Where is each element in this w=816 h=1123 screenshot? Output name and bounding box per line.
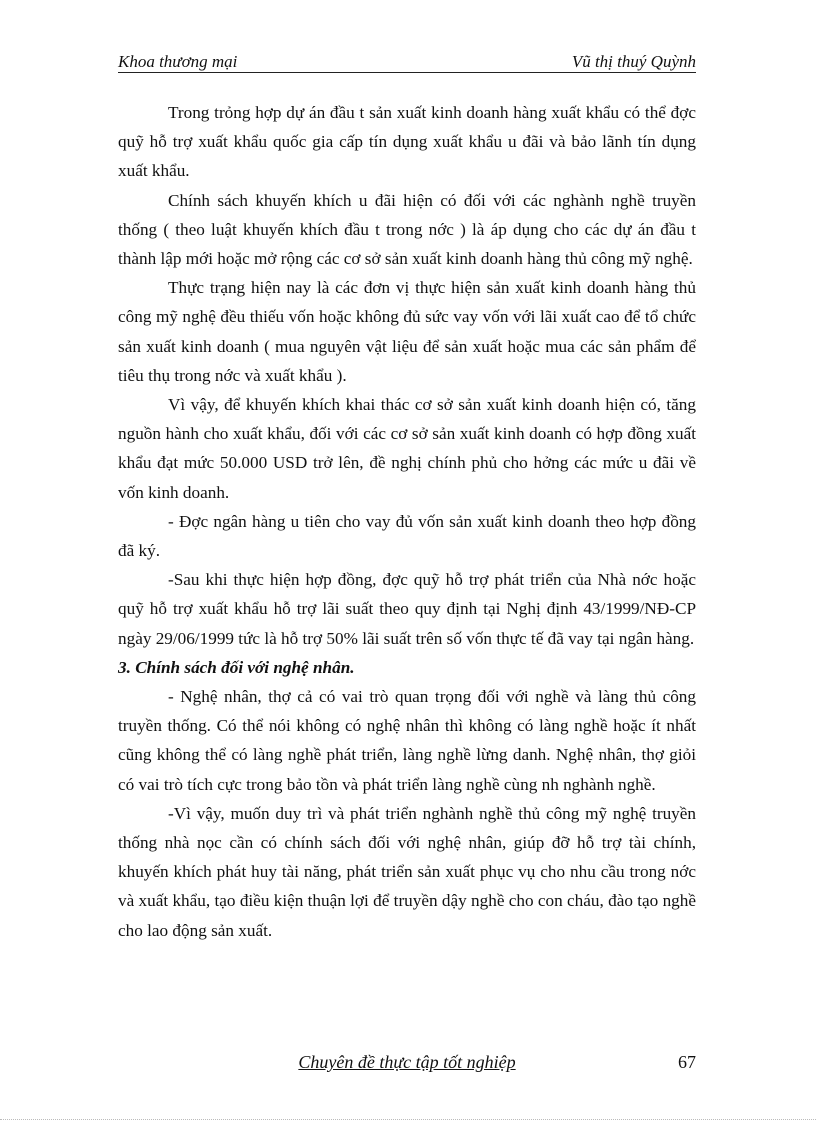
- paragraph: - Nghệ nhân, thợ cả có vai trò quan trọng đối với nghề và làng thủ công truyền thống. Có thể nói không có nghệ nhân thì không có làng nghề hoặc ít nhất cũng không thể có làng nghề phát triển, làng nghề lừng danh. Nghệ nhân, thợ giỏi có vai trò tích cực trong bảo tồn và phát triển làng nghề cùng nh nghành nghề.: [118, 687, 696, 794]
- paragraph: Thực trạng hiện nay là các đơn vị thực hiện sản xuất kinh doanh hàng thủ công mỹ nghệ đều thiếu vốn hoặc không đủ sức vay vốn với lãi xuất cao để tổ chức sản xuất kinh doanh ( mua nguyên vật liệu để sản xuất hoặc mua các sản phẩm để tiêu thụ trong nớc và xuất khẩu ).: [118, 278, 696, 385]
- document-body: [118, 98, 696, 945]
- page-footer: [118, 1052, 696, 1078]
- header-department: Khoa thương mại: [118, 52, 238, 71]
- footer-title-wrap: [118, 1052, 696, 1073]
- header-author: Vũ thị thuý Quỳnh: [571, 52, 696, 71]
- paragraph: Chính sách khuyến khích u đãi hiện có đối với các nghành nghề truyền thống ( theo luật khuyến khích đầu t trong nớc ) là áp dụng cho các dự án đầu t thành lập mới hoặc mở rộng các cơ sở sản xuất kinh doanh hàng thủ công mỹ nghệ.: [118, 190, 696, 269]
- footer-title: Chuyên đề thực tập tốt nghiệp: [298, 1052, 516, 1072]
- page-bottom-divider: [0, 1119, 816, 1120]
- paragraph: -Sau khi thực hiện hợp đồng, đợc quỹ hỗ trợ phát triển của Nhà nớc hoặc quỹ hỗ trợ xuất khẩu hỗ trợ lãi suất theo quy định tại Nghị định 43/1999/NĐ-CP ngày 29/06/1999 tức là hỗ trợ 50% lãi suất trên số vốn thực tế đã vay tại ngân hàng.: [118, 570, 696, 648]
- section-heading: 3. Chính sách đối với nghệ nhân.: [118, 657, 355, 677]
- paragraph: -Vì vậy, muốn duy trì và phát triển nghành nghề thủ công mỹ nghệ truyền thống nhà nọc cần có chính sách đối với nghệ nhân, giúp đỡ hỗ trợ tài chính, khuyến khích phát huy tài năng, phát triển sản xuất phục vụ cho nhu cầu trong nớc và xuất khẩu, tạo điều kiện thuận lợi để truyền dậy nghề cho con cháu, đào tạo nghề cho lao động sản xuất.: [118, 803, 696, 940]
- paragraph: Trong trỏng hợp dự án đầu t sản xuất kinh doanh hàng xuất khẩu có thể đợc quỹ hỗ trợ xuất khẩu quốc gia cấp tín dụng xuất khẩu u đãi và bảo lãnh tín dụng xuất khẩu.: [118, 103, 696, 181]
- paragraph: - Đợc ngân hàng u tiên cho vay đủ vốn sản xuất kinh doanh theo hợp đồng đã ký.: [118, 511, 696, 561]
- page-number: 67: [678, 1052, 696, 1072]
- page-header: [118, 50, 696, 73]
- paragraph: Vì vậy, để khuyến khích khai thác cơ sở sản xuất kinh doanh hiện có, tăng nguồn hành cho xuất khẩu, đối với các cơ sở sản xuất kinh doanh có hợp đồng xuất khẩu đạt mức 50.000 USD trở lên, đề nghị chính phủ cho hởng các mức u đãi về vốn kinh doanh.: [118, 395, 696, 502]
